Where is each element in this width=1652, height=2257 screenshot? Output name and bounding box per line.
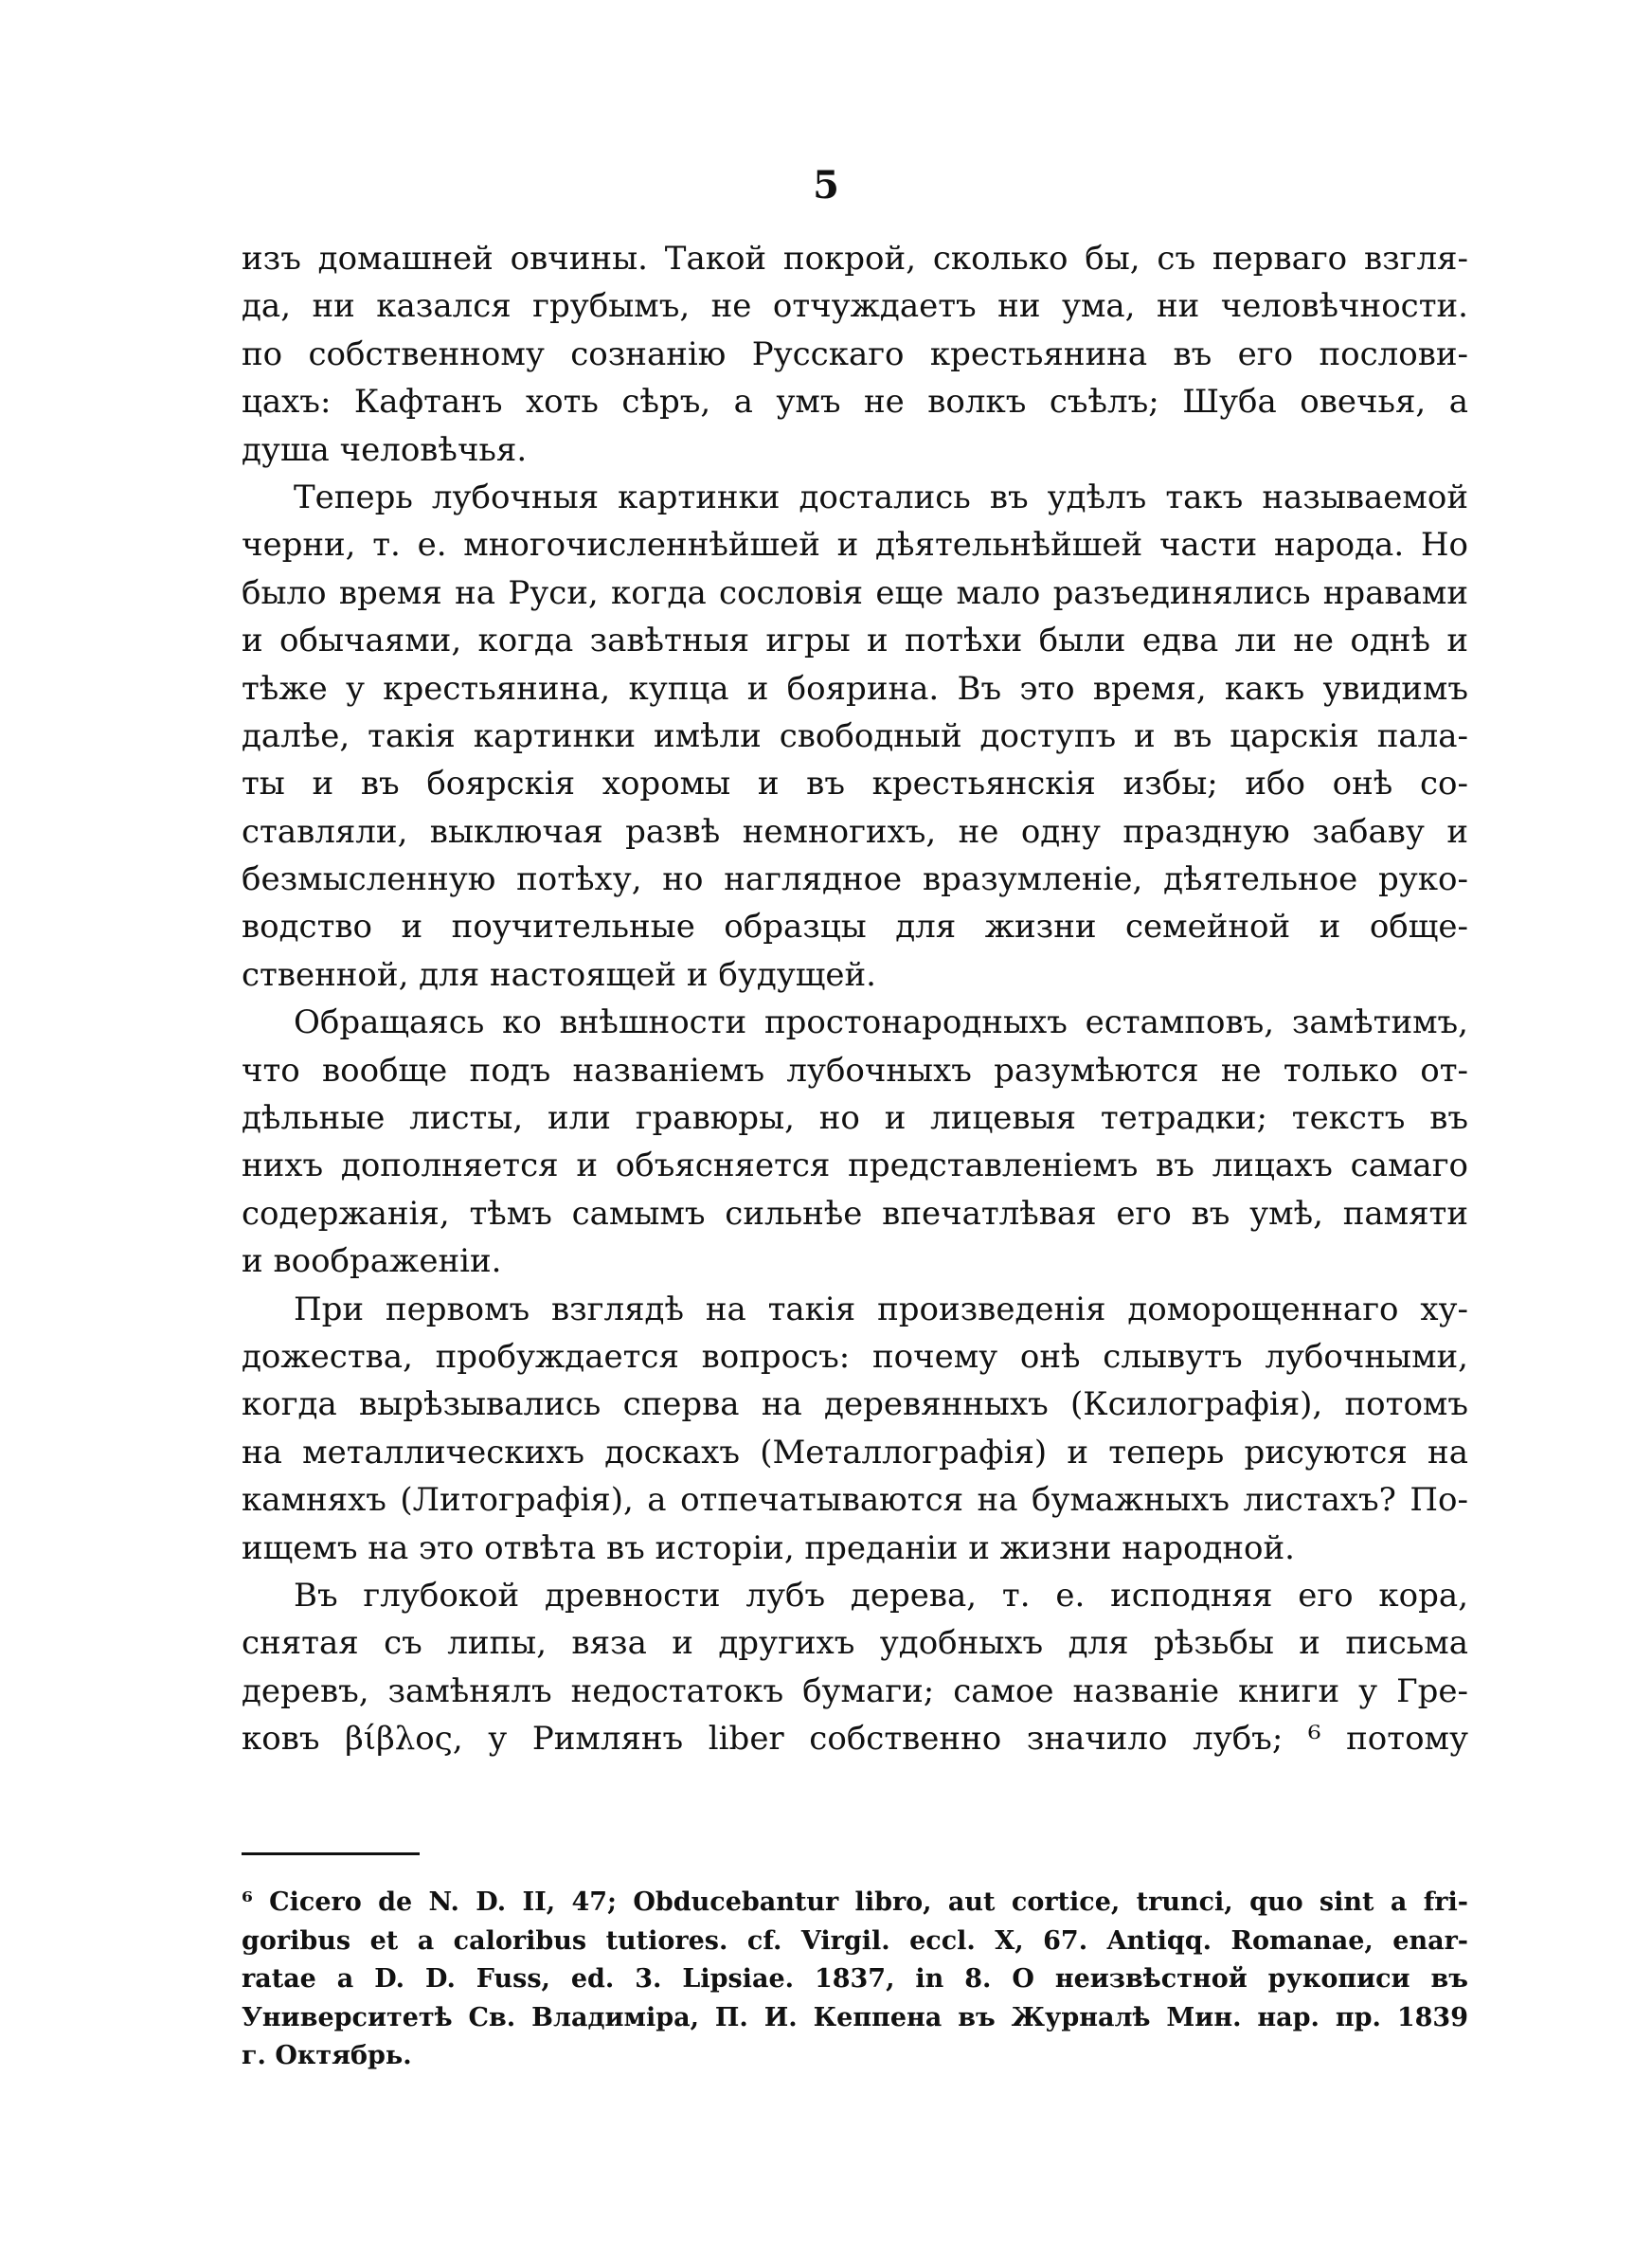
text-line: на металлическихъ доскахъ (Металлографія) и теперь рисуются на bbox=[242, 1433, 1468, 1472]
text-line: ственной, для настоящей и будущей. bbox=[242, 955, 876, 994]
text-line: по собственному сознанію Русскаго крестьянина въ его послови- bbox=[242, 334, 1468, 373]
main-text bbox=[242, 235, 1468, 1763]
text-line: Обращаясь ко внѣшности простонародныхъ естамповъ, замѣтимъ, bbox=[294, 1003, 1468, 1042]
footnote-line: goribus et a caloribus tutiores. cf. Virgil. eccl. X, 67. Antiqq. Romanae, enar- bbox=[242, 1925, 1468, 1956]
text-line: что вообще подъ названіемъ лубочныхъ разумѣются не только от- bbox=[242, 1051, 1468, 1090]
text-line: ставляли, выключая развѣ немногихъ, не одну праздную забаву и bbox=[242, 812, 1468, 851]
footnote-divider bbox=[242, 1852, 420, 1855]
text-line: ищемъ на это отвѣта въ исторіи, преданіи и жизни народной. bbox=[242, 1528, 1295, 1567]
page-number: 5 bbox=[813, 163, 839, 208]
footnote-line: ratae a D. D. Fuss, ed. 3. Lipsiae. 1837, in 8. О неизвѣстной рукописи въ bbox=[242, 1964, 1468, 1994]
text-line: и обычаями, когда завѣтныя игры и потѣхи были едва ли не однѣ и bbox=[242, 622, 1468, 660]
footnote-line: г. Октябрь. bbox=[242, 2041, 412, 2070]
text-line: и воображеніи. bbox=[242, 1242, 502, 1281]
paragraph-1 bbox=[242, 235, 1468, 474]
text-line: снятая съ липы, вяза и другихъ удобныхъ для рѣзьбы и письма bbox=[242, 1624, 1468, 1663]
text-line: когда вырѣзывались сперва на деревянныхъ (Ксилографія), потомъ bbox=[242, 1385, 1468, 1424]
text-line: черни, т. е. многочисленнѣйшей и дѣятельнѣйшей части народа. Но bbox=[242, 526, 1468, 565]
text-line: дожества, пробуждается вопросъ: почему онѣ слывутъ лубочными, bbox=[242, 1337, 1468, 1376]
footnote-line: ⁶ Cicero de N. D. II, 47; Obducebantur libro, aut cortice, trunci, quo sint a fri- bbox=[242, 1887, 1468, 1917]
text-line: ковъ βίβλος, у Римлянъ liber собственно значило лубъ; ⁶ потому bbox=[242, 1720, 1468, 1759]
text-line: Въ глубокой древности лубъ дерева, т. е. исподняя его кора, bbox=[294, 1576, 1468, 1615]
text-line: изъ домашней овчины. Такой покрой, сколько бы, съ перваго взгля- bbox=[242, 240, 1468, 278]
paragraph-4 bbox=[242, 1286, 1468, 1572]
text-line: нихъ дополняется и объясняется представленіемъ въ лицахъ самаго bbox=[242, 1147, 1468, 1185]
text-line: камняхъ (Литографія), а отпечатываются на бумажныхъ листахъ? По- bbox=[242, 1481, 1468, 1520]
paragraph-5 bbox=[242, 1572, 1468, 1763]
text-line: цахъ: Кафтанъ хоть сѣръ, а умъ не волкъ съѣлъ; Шуба овечья, а bbox=[242, 383, 1468, 422]
text-line: тѣже у крестьянина, купца и боярина. Въ это время, какъ увидимъ bbox=[242, 669, 1468, 708]
text-line: При первомъ взглядѣ на такія произведенія доморощеннаго ху- bbox=[294, 1290, 1468, 1328]
text-line: душа человѣчья. bbox=[242, 430, 528, 469]
text-line: далѣе, такія картинки имѣли свободный доступъ и въ царскія пала- bbox=[242, 716, 1468, 755]
text-line: дѣльные листы, или гравюры, но и лицевыя тетрадки; текстъ въ bbox=[242, 1099, 1468, 1138]
text-line: содержанія, тѣмъ самымъ сильнѣе впечатлѣвая его въ умѣ, памяти bbox=[242, 1194, 1468, 1233]
paragraph-2 bbox=[242, 474, 1468, 999]
text-line: Теперь лубочныя картинки достались въ удѣлъ такъ называемой bbox=[294, 478, 1468, 516]
text-line: безмысленную потѣху, но наглядное вразумленіе, дѣятельное руко- bbox=[242, 860, 1468, 899]
footnote bbox=[242, 1884, 1468, 2076]
text-line: ты и въ боярскія хоромы и въ крестьянскія избы; ибо онѣ со- bbox=[242, 765, 1468, 803]
text-line: деревъ, замѣнялъ недостатокъ бумаги; самое названіе книги у Гре- bbox=[242, 1671, 1468, 1710]
paragraph-3 bbox=[242, 999, 1468, 1285]
text-line: да, ни казался грубымъ, не отчуждаетъ ни ума, ни человѣчности. bbox=[242, 287, 1468, 326]
text-line: водство и поучительные образцы для жизни семейной и обще- bbox=[242, 908, 1468, 947]
footnote-line: Университетѣ Св. Владиміра, П. И. Кеппена въ Журналѣ Мин. нар. пр. 1839 bbox=[242, 2002, 1468, 2032]
text-line: было время на Руси, когда сословія еще мало разъединялись нравами bbox=[242, 573, 1468, 612]
